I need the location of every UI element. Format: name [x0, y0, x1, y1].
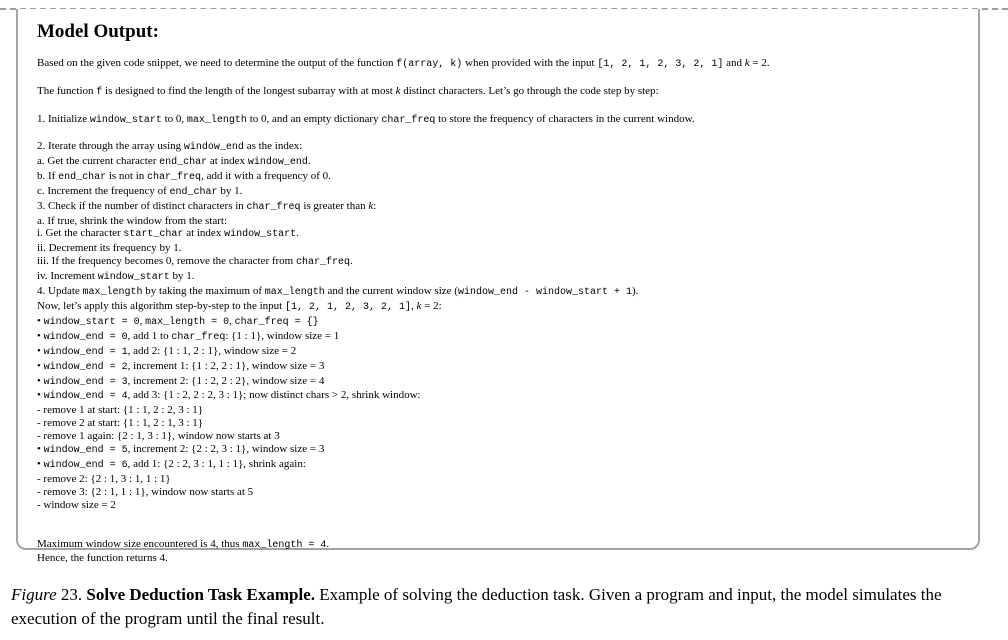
text-run: is greater than [300, 199, 369, 212]
text-run: - remove 3: {2 : 1, 1 : 1}, window now starts at 5 [37, 485, 254, 498]
text-run: a. Get the current character [37, 154, 160, 167]
text-run: window_start [224, 229, 297, 241]
text-run: max_length [186, 115, 247, 126]
text-run: end_char [159, 156, 208, 168]
text-run: and the current window size ( [324, 285, 458, 298]
text-run: f(array, k) [396, 59, 463, 70]
output-line [37, 538, 958, 553]
model-output-box [16, 9, 980, 565]
text-run: iii. If the frequency becomes 0, remove the character from [37, 255, 296, 268]
text-run: max_length = 4 [242, 539, 327, 551]
text-run: , increment 2: {1 : 2, 2 : 2}, window size = 4 [127, 374, 325, 387]
text-run: The function [37, 85, 97, 97]
text-run: by 1. [169, 270, 195, 283]
text-run: k [744, 57, 750, 69]
output-line [37, 112, 958, 128]
output-line [37, 315, 958, 330]
text-run: and [723, 57, 745, 69]
text-run: to 0, and an empty dictionary [246, 113, 382, 125]
text-run: by 1. [217, 184, 243, 197]
text-run: window_end - window_start + 1 [457, 287, 632, 299]
text-run: window_end = 1 [43, 346, 128, 358]
text-run: char_freq [381, 115, 436, 126]
text-run: Solve Deduction Task Example. [86, 585, 315, 604]
text-run: , add it with a frequency of 0. [201, 169, 331, 182]
text-run: Now, let’s apply this algorithm step-by-step to the input [37, 299, 285, 312]
text-run: [1, 2, 1, 2, 3, 2, 1] [597, 59, 724, 70]
text-run: is designed to find the length of the longest subarray with at most [102, 85, 396, 97]
text-run: max_length = 0 [145, 316, 230, 328]
output-line [37, 375, 958, 390]
text-run: window_end = 0 [43, 331, 128, 343]
text-run: window_end = 6 [43, 459, 128, 471]
output-line [37, 215, 958, 228]
text-run: char_freq [171, 331, 226, 343]
output-line [37, 140, 958, 155]
text-run: 3. Check if the number of distinct characters in [37, 199, 247, 212]
text-run: b. If [37, 169, 59, 182]
text-run: window_end = 2 [43, 361, 128, 373]
output-line [37, 552, 958, 565]
output-line [37, 404, 958, 417]
output-line [37, 300, 958, 315]
output-line [37, 270, 958, 285]
text-run: max_length [264, 287, 325, 299]
text-run: 4. Update [37, 285, 83, 298]
text-run: is not in [106, 169, 148, 182]
text-run: . [296, 227, 299, 240]
text-run: , add 1 to [127, 329, 172, 342]
output-line [37, 389, 958, 404]
text-run: k [395, 85, 401, 97]
text-run: c. Increment the frequency of [37, 184, 170, 197]
output-line [37, 486, 958, 499]
text-run: , [229, 314, 235, 327]
figure-caption [11, 583, 1006, 631]
text-run: - remove 2 at start: {1 : 1, 2 : 1, 3 : 1} [37, 417, 204, 430]
text-run: k [416, 299, 422, 312]
text-run: • [37, 344, 44, 357]
text-run: • [37, 389, 44, 402]
text-run: ii. Decrement its frequency by 1. [37, 242, 182, 255]
text-run: distinct characters. Let’s go through the code step by step: [400, 85, 659, 97]
text-run: : {1 : 1}, window size = 1 [225, 329, 340, 342]
text-run: Figure [11, 585, 57, 604]
output-line [37, 330, 958, 345]
output-line [37, 242, 958, 255]
text-run: end_char [169, 186, 218, 198]
output-line [37, 84, 958, 100]
text-run: window_end [247, 156, 308, 168]
text-run: iv. Increment [37, 270, 98, 283]
text-run: window_start = 0 [43, 316, 140, 328]
text-run: • [37, 329, 44, 342]
text-run: . [350, 255, 353, 268]
output-line [37, 417, 958, 430]
text-run: f [96, 87, 103, 98]
text-run: = 2: [421, 299, 442, 312]
text-run: 2. Iterate through the array using [37, 140, 184, 152]
text-run: char_freq [147, 171, 202, 183]
model-output-title: Model Output: [37, 21, 159, 42]
text-run: at index [183, 227, 225, 240]
text-run: . [326, 537, 330, 550]
text-run: by taking the maximum of [142, 285, 265, 298]
text-run: 1. Initialize [37, 113, 90, 125]
text-run: to store the frequency of characters in the current window. [435, 113, 695, 125]
text-run: char_freq [296, 257, 351, 269]
output-line [37, 473, 958, 486]
text-run: Maximum window size encountered is 4, thus [37, 537, 243, 550]
output-line [37, 185, 958, 200]
text-run: ). [631, 285, 639, 298]
text-run: window_end = 3 [43, 376, 128, 388]
text-run: - remove 1 at start: {1 : 1, 2 : 2, 3 : 1} [37, 404, 204, 417]
text-run: , add 3: {1 : 2, 2 : 2, 3 : 1}; now distinct chars > 2, shrink window: [127, 389, 421, 402]
output-line [37, 458, 958, 473]
text-run: as the index: [243, 140, 303, 152]
text-run: • [37, 457, 44, 470]
text-run: to 0, [161, 113, 187, 125]
text-run: 23. [56, 585, 87, 604]
output-line [37, 155, 958, 170]
text-run: - remove 1 again: {2 : 1, 3 : 1}, window now starts at 3 [37, 430, 280, 443]
text-run: , add 2: {1 : 1, 2 : 1}, window size = 2 [127, 344, 297, 357]
text-run: . [307, 154, 311, 167]
text-run: , add 1: {2 : 2, 3 : 1, 1 : 1}, shrink again: [127, 457, 306, 470]
output-line [37, 56, 958, 72]
text-run: : [373, 199, 377, 212]
output-line [37, 170, 958, 185]
text-run: when provided with the input [462, 57, 598, 69]
text-run: • [37, 314, 44, 327]
output-line [37, 443, 958, 458]
text-run: Hence, the function returns 4. [37, 552, 168, 565]
output-line [37, 360, 958, 375]
text-run: , increment 1: {1 : 2, 2 : 1}, window size = 3 [127, 359, 325, 372]
text-run: , increment 2: {2 : 2, 3 : 1}, window size = 3 [127, 443, 325, 456]
text-run: window_start [89, 115, 162, 126]
text-run: window_end [183, 142, 244, 153]
text-run: , [411, 299, 417, 312]
text-run: start_char [123, 229, 184, 241]
output-line [37, 200, 958, 215]
output-line [37, 345, 958, 360]
output-line [37, 430, 958, 443]
text-run: at index [207, 154, 248, 167]
text-run: end_char [58, 171, 107, 183]
text-run: char_freq [246, 201, 301, 213]
text-run: - window size = 2 [37, 498, 116, 511]
output-line [37, 499, 958, 512]
text-run: char_freq = {} [234, 316, 319, 328]
text-run: [1, 2, 1, 2, 3, 2, 1] [284, 301, 412, 313]
text-run: - remove 2: {2 : 1, 3 : 1, 1 : 1} [37, 472, 171, 485]
output-line [37, 227, 958, 242]
text-run: max_length [82, 287, 143, 299]
text-run: • [37, 374, 44, 387]
text-run: i. Get the character [37, 227, 124, 240]
output-line [37, 285, 958, 300]
output-line [37, 255, 958, 270]
text-run: • [37, 359, 44, 372]
text-run: • [37, 443, 44, 456]
text-run: a. If true, shrink the window from the start: [37, 214, 228, 227]
text-run: , [139, 314, 146, 327]
text-run: Example of solving the deduction task. Given a program and input, the model simulates the execution of the program until the final result. [11, 585, 942, 628]
text-run: window_start [97, 272, 170, 284]
text-run: window_end = 5 [43, 445, 128, 457]
text-run: window_end = 4 [43, 391, 128, 403]
model-output-lines [37, 56, 958, 565]
text-run: = 2. [749, 57, 770, 69]
text-run: Based on the given code snippet, we need to determine the output of the function [37, 57, 397, 69]
text-run: k [368, 199, 374, 212]
